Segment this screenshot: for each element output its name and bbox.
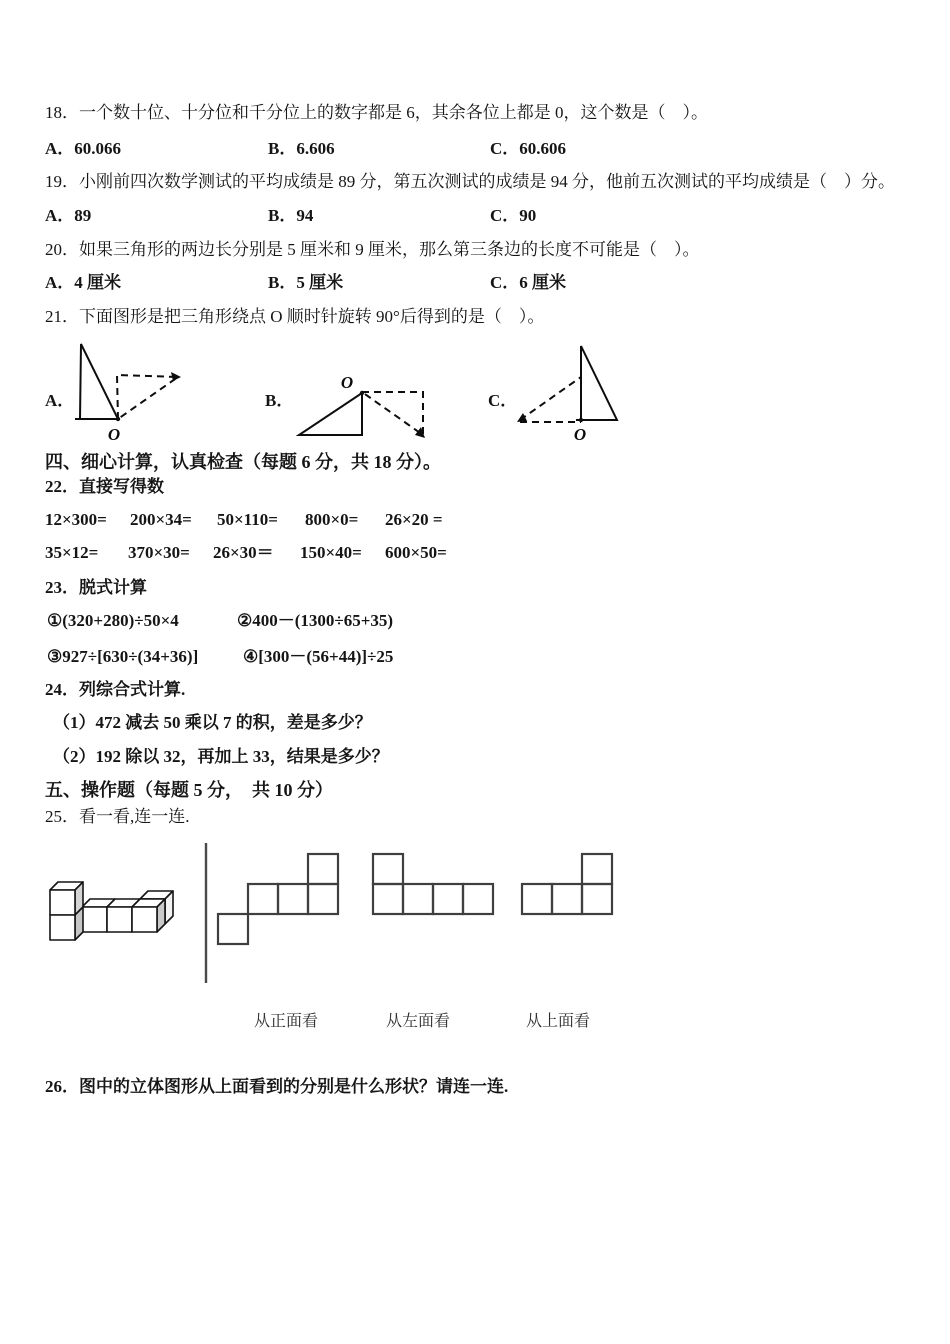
q24-part-2: （2）192 除以 32，再加上 33，结果是多少？ — [53, 747, 389, 766]
figure-b-group — [299, 373, 425, 438]
triangle-b-solid — [299, 393, 362, 435]
point-o-dot — [360, 391, 364, 395]
q19-option-a: A．89 — [45, 206, 92, 225]
q22-expression: 35×12= — [45, 543, 99, 562]
point-o-label: O — [573, 425, 587, 444]
q19-option-b: B．94 — [268, 206, 314, 225]
point-o-label: O — [107, 425, 121, 444]
q22-expression: 200×34= — [130, 510, 192, 529]
q20-option-b: B．5 厘米 — [268, 273, 344, 292]
figure-c-group — [517, 346, 617, 444]
squares-figure-3 — [522, 854, 612, 914]
point-o-dot — [116, 417, 120, 421]
triangle-b-rotated-dashed — [362, 392, 423, 435]
triangle-c-rotated-dashed — [520, 377, 581, 422]
q22-expression: 12×300= — [45, 510, 107, 529]
section-5-header: 五、操作题（每题 5 分， 共 10 分） — [45, 780, 333, 800]
view-label-top: 从上面看 — [526, 1013, 591, 1030]
q23-item-1: ①(320+280)÷50×4 — [47, 611, 179, 630]
q22-expression: 26×30＝ — [213, 543, 274, 562]
q20-stem: 20．如果三角形的两边长分别是 5 厘米和 9 厘米，那么第三条边的长度不可能是（ ）。 — [45, 240, 700, 259]
triangle-c-solid — [581, 346, 617, 420]
q19-stem: 19．小刚前四次数学测试的平均成绩是 89 分，第五次测试的成绩是 94 分，他前五次测试的平均成绩是（ ）分。 — [45, 172, 895, 191]
point-o-label: O — [340, 373, 354, 392]
triangle-a-solid — [80, 344, 118, 419]
q22-expression: 600×50= — [385, 543, 447, 562]
point-o-dot — [579, 418, 583, 422]
q22-expression: 50×110= — [217, 510, 278, 529]
section-4-header: 四、细心计算，认真检查（每题 6 分，共 18 分）。 — [45, 452, 441, 472]
view-label-left: 从左面看 — [386, 1013, 451, 1030]
q23-title: 23．脱式计算 — [45, 578, 147, 597]
q22-expression: 150×40= — [300, 543, 362, 562]
q25-figure — [40, 840, 640, 1000]
q21-figure-b-label: B． — [265, 391, 294, 410]
q23-item-4: ④[300－(56+44)]÷25 — [243, 647, 394, 666]
q18-option-c: C．60.606 — [490, 139, 567, 158]
q24-title: 24．列综合式计算. — [45, 680, 186, 699]
q22-expression: 800×0= — [305, 510, 359, 529]
q19-option-c: C．90 — [490, 206, 537, 225]
q20-option-a: A．4 厘米 — [45, 273, 122, 292]
q21-figure-a-label: A． — [45, 391, 75, 410]
q22-expression: 370×30= — [128, 543, 190, 562]
q22-expression: 26×20 = — [385, 510, 443, 529]
q18-option-b: B．6.606 — [268, 139, 335, 158]
q23-item-2: ②400－(1300÷65+35) — [237, 611, 394, 630]
triangle-a-rotated-dashed — [117, 375, 178, 419]
q22-title: 22．直接写得数 — [45, 477, 164, 496]
q21-rotation-figures — [40, 330, 660, 460]
view-label-front: 从正面看 — [254, 1013, 319, 1030]
q21-stem: 21．下面图形是把三角形绕点 O 顺时针旋转 90°后得到的是（ ）。 — [45, 307, 545, 326]
q23-item-3: ③927÷[630÷(34+36)] — [47, 647, 199, 666]
q26-stem: 26．图中的立体图形从上面看到的分别是什么形状？请连一连. — [45, 1077, 509, 1096]
arrowhead — [517, 413, 527, 422]
q24-part-1: （1）472 减去 50 乘以 7 的积，差是多少？ — [53, 713, 372, 732]
q25-title: 25．看一看,连一连. — [45, 807, 190, 826]
q18-option-a: A．60.066 — [45, 139, 122, 158]
cube-solid-figure — [50, 882, 173, 940]
figure-a-group — [75, 344, 181, 444]
q18-stem: 18．一个数十位、十分位和千分位上的数字都是 6，其余各位上都是 0，这个数是（ ）。 — [45, 103, 708, 122]
q20-option-c: C．6 厘米 — [490, 273, 567, 292]
q21-figure-c-label: C． — [488, 391, 518, 410]
squares-figure-2 — [373, 854, 493, 914]
squares-figure-1 — [218, 854, 338, 944]
